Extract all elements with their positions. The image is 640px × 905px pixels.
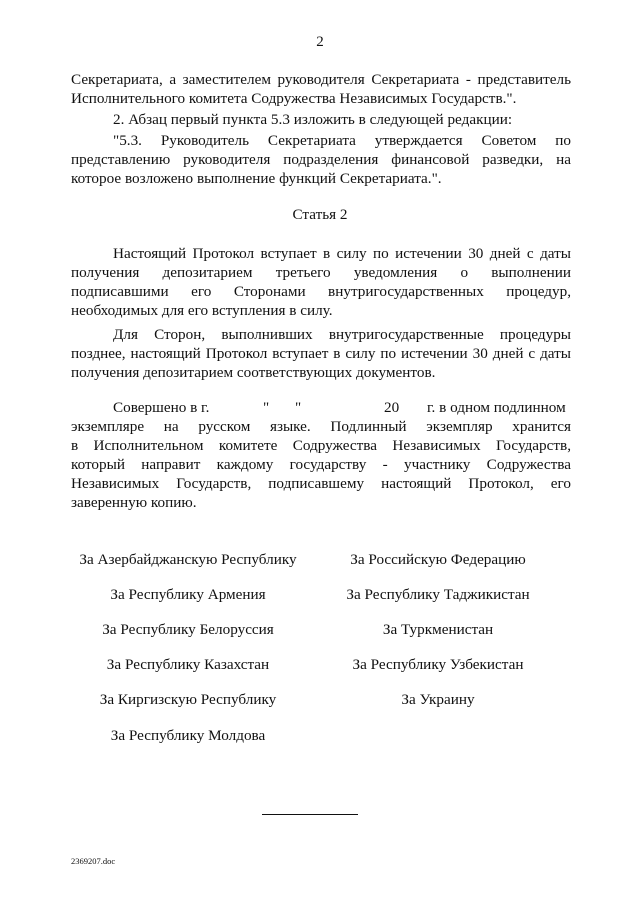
text-span: " (295, 399, 302, 416)
text-line: Настоящий Протокол вступает в силу по истечении 30 дней с даты (113, 245, 571, 262)
text-line: который направит каждому государству - участнику Содружества (71, 456, 571, 473)
paragraph-quote (71, 131, 571, 188)
article-2-paragraph-1 (71, 244, 571, 320)
text-line: получения депозитарием третьего уведомления о выполнении (71, 264, 571, 281)
article-2-paragraph-2 (71, 325, 571, 382)
text-line: экземпляре на русском языке. Подлинный экземпляр хранится (71, 418, 571, 435)
paragraph-continuation (71, 70, 571, 108)
signatory-kyrgyzstan: За Киргизскую Республику (99, 691, 277, 708)
text-line: которое возложено выполнение функций Секретариата.". (71, 170, 442, 187)
signatory-armenia: За Республику Армения (110, 586, 266, 603)
signatory-turkmenistan: За Туркменистан (382, 621, 494, 638)
text-line: Для Сторон, выполнивших внутригосударственные процедуры (113, 326, 571, 343)
signatory-russia: За Российскую Федерацию (350, 551, 526, 568)
signatory-uzbekistan: За Республику Узбекистан (352, 656, 524, 673)
done-at-paragraph (71, 398, 571, 512)
text-line: заверенную копию. (71, 494, 197, 511)
file-name-footer: 2369207.doc (71, 856, 116, 866)
text-span: г. в одном подлинном (427, 399, 566, 416)
signatory-moldova: За Республику Молдова (110, 727, 266, 744)
signatory-ukraine: За Украину (401, 691, 475, 708)
text-line: получения депозитарием соответствующих документов. (71, 364, 436, 381)
signatory-belarus: За Республику Белоруссия (102, 621, 274, 638)
text-line: Секретариата, а заместителем руководителя Секретариата - представитель (71, 71, 571, 88)
text-span: Совершено в г. (113, 399, 210, 416)
text-line: необходимых для его вступления в силу. (71, 302, 333, 319)
page-number: 2 (316, 34, 324, 50)
signatory-tajikistan: За Республику Таджикистан (346, 586, 530, 603)
text-span: " (263, 399, 270, 416)
article-heading: Статья 2 (292, 206, 348, 223)
text-line: "5.3. Руководитель Секретариата утверждается Советом по (113, 132, 571, 149)
signatory-azerbaijan: За Азербайджанскую Республику (79, 551, 297, 568)
text-line: в Исполнительном комитете Содружества Независимых Государств, (71, 437, 571, 454)
text-line: представлению руководителя подразделения финансовой разведки, на (71, 151, 571, 168)
text-line: подписавшими его Сторонами внутригосударственных процедур, (71, 283, 571, 300)
paragraph-item-2: 2. Абзац первый пункта 5.3 изложить в следующей редакции: (113, 111, 513, 128)
signatory-kazakhstan: За Республику Казахстан (106, 656, 270, 673)
text-line (71, 398, 571, 417)
closing-divider (262, 814, 358, 815)
text-line: позднее, настоящий Протокол вступает в силу по истечении 30 дней с даты (71, 345, 571, 362)
text-line: Независимых Государств, подписавшему настоящий Протокол, его (71, 475, 571, 492)
text-span: 20 (384, 399, 400, 416)
text-line: Исполнительного комитета Содружества Независимых Государств.". (71, 90, 517, 107)
